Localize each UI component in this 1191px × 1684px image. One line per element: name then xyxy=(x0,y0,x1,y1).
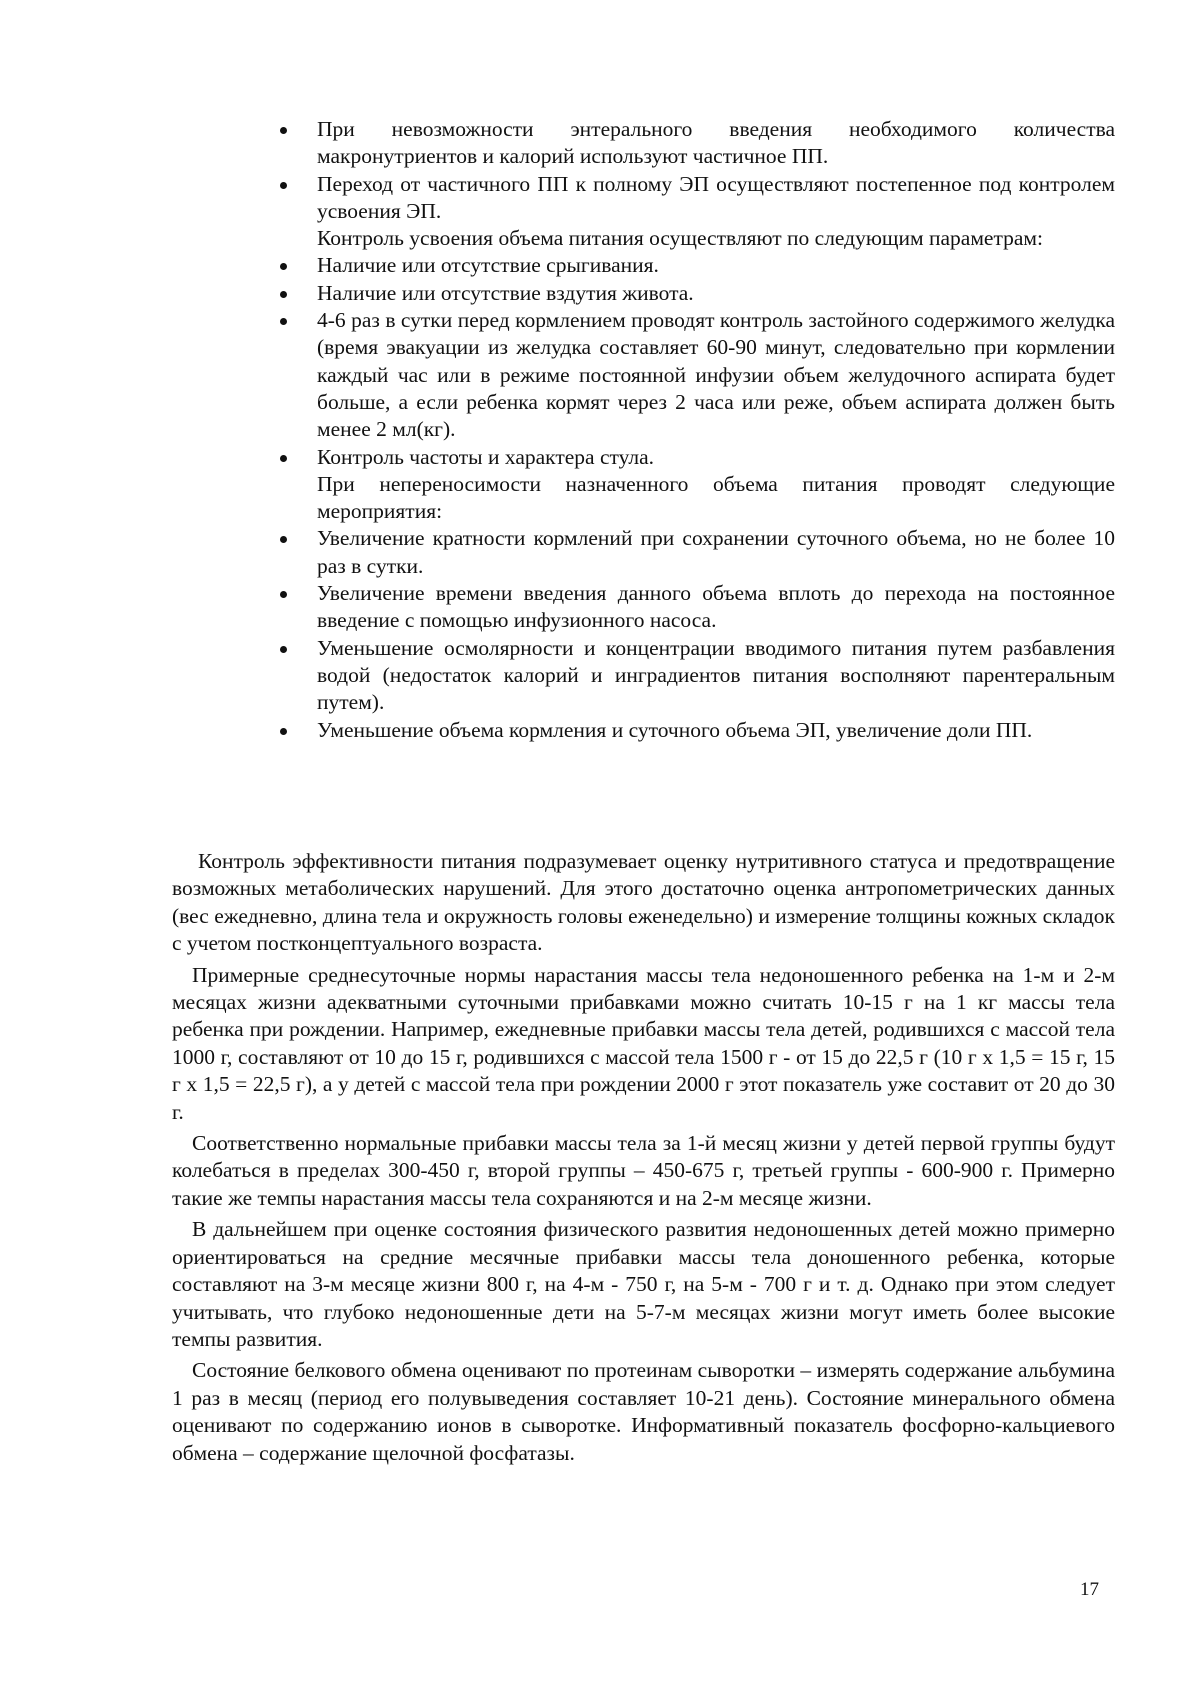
list-item: Наличие или отсутствие срыгивания. xyxy=(270,252,1115,279)
list-item: Увеличение времени введения данного объема вплоть до перехода на постоянное введение с помощью инфузионного насоса. xyxy=(270,580,1115,635)
list-item: Наличие или отсутствие вздутия живота. xyxy=(270,280,1115,307)
list-intro-text: При непереносимости назначенного объема питания проводят следующие мероприятия: xyxy=(317,471,1115,524)
paragraph: В дальнейшем при оценке состояния физического развития недоношенных детей можно примерно ориентироваться на средние месячные прибавки массы тела доношенного ребенка, которые составляют на 3-м месяце жизни 800 г, на 4-м - 750 г, на 5-м - 700 г и т. д. Однако при этом следует учитывать, что глубоко недоношенные дети на 5-7-м месяцах жизни могут иметь более высокие темпы развития. xyxy=(172,1217,1115,1351)
bullet-list xyxy=(270,116,1115,744)
list-intro-text: Контроль усвоения объема питания осуществляют по следующим параметрам: xyxy=(317,226,1043,251)
list-item: Увеличение кратности кормлений при сохранении суточного объема, но не более 10 раз в сутки. xyxy=(270,525,1115,580)
list-item: При невозможности энтерального введения необходимого количества макронутриентов и калорий используют частичное ПП. xyxy=(270,116,1115,171)
paragraph: Состояние белкового обмена оценивают по протеинам сыворотки – измерять содержание альбумина 1 раз в месяц (период его полувыведения составляет 10-21 день). Состояние минерального обмена оценивают по содержанию ионов в сыворотке. Информативный показатель фосфорно-кальциевого обмена – содержание щелочной фосфатазы. xyxy=(172,1358,1115,1465)
body-text xyxy=(172,848,1115,1471)
list-item: Контроль частоты и характера стула. xyxy=(270,444,1115,471)
page-number: 17 xyxy=(1080,1579,1099,1600)
list-item: Уменьшение осмолярности и концентрации вводимого питания путем разбавления водой (недостаток калорий и инградиентов питания восполняют парентеральным путем). xyxy=(270,635,1115,717)
paragraph: Примерные среднесуточные нормы нарастания массы тела недоношенного ребенка на 1-м и 2-м месяцах жизни адекватными суточными прибавками можно считать 10-15 г на 1 кг массы тела ребенка при рождении. Например, ежедневные прибавки массы тела детей, родившихся с массой тела 1000 г, составляют от 10 до 15 г, родившихся с массой тела 1500 г - от 15 до 22,5 г (10 г х 1,5 = 15 г, 15 г х 1,5 = 22,5 г), а у детей с массой тела при рождении 2000 г этот показатель уже составит от 20 до 30 г. xyxy=(172,962,1115,1124)
list-item: Уменьшение объема кормления и суточного объема ЭП, увеличение доли ПП. xyxy=(270,717,1115,744)
paragraph: Контроль эффективности питания подразумевает оценку нутритивного статуса и предотвращение возможных метаболических нарушений. Для этого достаточно оценка антропометрических данных (вес ежедневно, длина тела и окружность головы еженедельно) и измерение толщины кожных складок с учетом постконцептуального возраста. xyxy=(172,849,1115,956)
list-item: Переход от частичного ПП к полному ЭП осуществляют постепенное под контролем усвоения ЭП. xyxy=(270,171,1115,226)
list-item: 4-6 раз в сутки перед кормлением проводят контроль застойного содержимого желудка (время эвакуации из желудка составляет 60-90 минут, следовательно при кормлении каждый час или в режиме постоянной инфузии объем желудочного аспирата будет больше, а если ребенка кормят через 2 часа или реже, объем аспирата должен быть менее 2 мл(кг). xyxy=(270,307,1115,443)
paragraph: Соответственно нормальные прибавки массы тела за 1-й месяц жизни у детей первой группы будут колебаться в пределах 300-450 г, второй группы – 450-675 г, третьей группы - 600-900 г. Примерно такие же темпы нарастания массы тела сохраняются и на 2-м месяце жизни. xyxy=(172,1131,1115,1210)
